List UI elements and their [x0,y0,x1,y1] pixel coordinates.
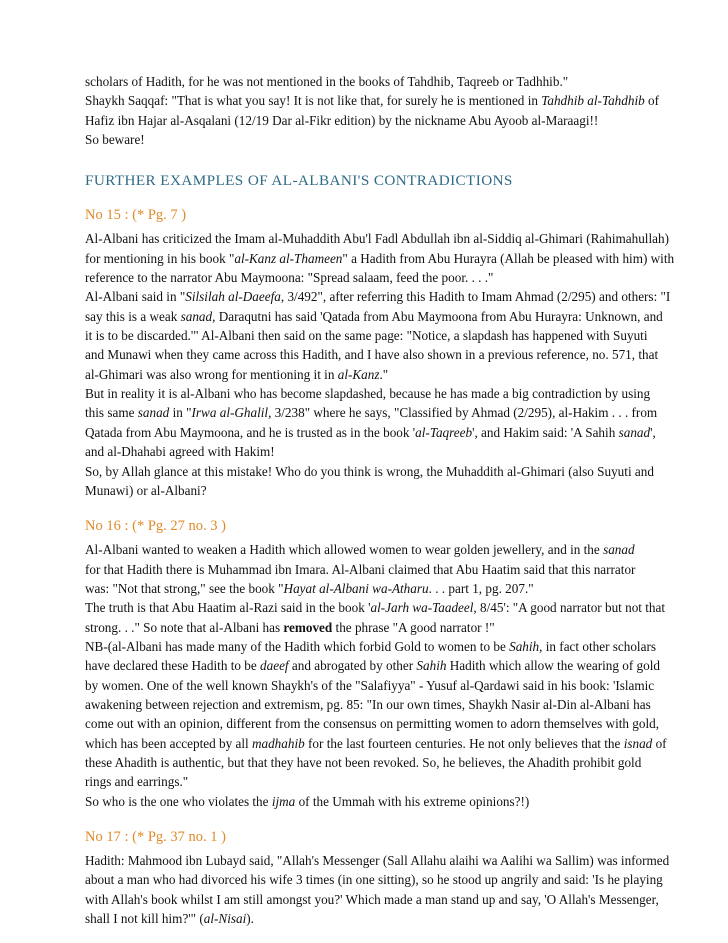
text-line: So beware! [85,132,145,148]
text-line: awakening between rejection and extremism, pg. 85: "In our own times, Shaykh Nasir al-Din al-Albani has [85,696,651,712]
entries [85,204,675,928]
italic-term: Irwa al-Ghalil [191,405,269,421]
italic-term: al-Nisai [203,911,247,927]
text-line: al-Ghimari was also wrong for mentioning it in al-Kanz." [85,366,389,382]
text-line: Hafiz ibn Hajar al-Asqalani (12/19 Dar al-Fikr edition) by the nickname Abu Ayoob al-Maraagi!! [85,112,599,128]
entry-heading: No 17 : (* Pg. 37 no. 1 ) [85,829,226,845]
text-line: about a man who had divorced his wife 3 times (in one sitting), so he stood up angrily and said: 'Is he playing [85,872,663,888]
italic-term: isnad [623,735,653,751]
italic-term: ijma [271,793,296,809]
italic-term: Tahdhib al-Tahdhib [541,93,645,109]
italic-term: daeef [260,658,289,674]
italic-term: Sahih [416,658,447,674]
intro-paragraph [85,72,660,149]
text-line: shall I not kill him?'" (al-Nisai). [85,911,254,927]
text-line: Qatada from Abu Maymoona, and he is trusted as in the book 'al-Taqreeb', and Hakim said: 'A Sahih sanad', [85,424,656,440]
entry-heading: No 16 : (* Pg. 27 no. 3 ) [85,518,226,535]
text-line: which has been accepted by all madhahib for the last fourteen centuries. He not only believes that the isnad of [85,735,667,751]
italic-term: al-Kanz al-Thameen [234,250,343,266]
text-line: Al-Albani wanted to weaken a Hadith which allowed women to wear golden jewellery, and in the sanad [85,542,635,558]
text-line: it is to be discarded.'" Al-Albani then said on the same page: "Notice, a slapdash has happened with Suyuti [85,328,648,344]
text-line: by women. One of the well known Shaykh's of the "Salafiyya" - Yusuf al-Qardawi said in his book: 'Islamic [85,677,655,693]
text-line: Munawi) or al-Albani? [85,482,207,498]
italic-term: sanad [603,542,635,558]
italic-term: al-Kanz [337,366,380,382]
italic-term: sanad [137,405,170,421]
text-line: rings and earrings." [85,774,189,790]
text-line: Al-Albani has criticized the Imam al-Muhaddith Abu'l Fadl Abdullah ibn al-Siddiq al-Ghimari (Rahimahullah) [85,231,669,247]
entry [85,515,667,826]
text-line: this same sanad in "Irwa al-Ghalil, 3/238" where he says, "Classified by Ahmad (2/295), al-Hakim . . . from [85,405,658,421]
text-line: have declared these Hadith to be daeef and abrogated by other Sahih Hadith which allow the wearing of gold [85,658,660,674]
text-line: Al-Albani said in "Silsilah al-Daeefa, 3/492", after referring this Hadith to Imam Ahmad (2/295) and others: "I [85,289,671,305]
text-line: The truth is that Abu Haatim al-Razi said in the book 'al-Jarh wa-Taadeel, 8/45': "A good narrator but not that [85,600,666,616]
text-line: strong. . ." So note that al-Albani has removed the phrase "A good narrator !" [85,619,495,635]
entry [85,204,675,515]
text-line: scholars of Hadith, for he was not mentioned in the books of Tahdhib, Taqreeb or Tadhhib." [85,74,569,89]
text-line: come out with an opinion, different from the consensus on permitting women to adorn themselves with gold, [85,716,660,732]
italic-term: sanad [618,424,651,440]
italic-term: sanad [180,308,213,324]
text-line: Hadith: Mahmood ibn Lubayd said, "Allah's Messenger (Sall Allahu alaihi wa Aalihi wa Sallim) was informed [85,853,670,868]
italic-term: al-Jarh wa-Taadeel [370,600,474,616]
italic-term: madhahib [251,735,305,751]
entry-heading: No 15 : (* Pg. 7 ) [85,207,187,224]
italic-term: Silsilah al-Daeefa [185,289,281,305]
text-line: was: "Not that strong," see the book "Hayat al-Albani wa-Atharu. . . part 1, pg. 207." [85,580,534,596]
bold-term: removed [283,619,333,635]
text-line: and Munawi when they came across this Hadith, and I have also shown in a previous reference, no. 571, that [85,347,659,363]
text-line: with Allah's book whilst I am still amongst you?' Which made a man stand up and say, 'O Allah's Messenger, [85,891,659,907]
text-line: say this is a weak sanad, Daraqutni has said 'Qatada from Abu Maymoona from Abu Hurayra: Unknown, and [85,308,663,324]
italic-term: al-Taqreeb [415,424,473,440]
text-line: So, by Allah glance at this mistake! Who do you think is wrong, the Muhaddith al-Ghimari (also Suyuti and [85,463,654,479]
entry [85,826,670,928]
text-line: for mentioning in his book "al-Kanz al-Thameen" a Hadith from Abu Hurayra (Allah be pleased with him) with [85,250,675,266]
text-line: NB-(al-Albani has made many of the Hadith which forbid Gold to women to be Sahih, in fact other scholars [85,638,656,654]
text-line: for that Hadith there is Muhammad ibn Imara. Al-Albani claimed that Abu Haatim said that this narrator [85,561,636,577]
text-line: Shaykh Saqqaf: "That is what you say! It is not like that, for surely he is mentioned in Tahdhib al-Tahdhib of [85,93,660,109]
text-line: But in reality it is al-Albani who has become slapdashed, because he has made a big contradiction by using [85,386,651,402]
text-line: and al-Dhahabi agreed with Hakim! [85,444,275,460]
text-line: these Ahadith is authentic, but that they have not been revoked. So, he believes, the Ahadith prohibit gold [85,754,642,770]
italic-term: Sahih [509,638,540,654]
document-page [85,72,675,928]
section-title: FURTHER EXAMPLES OF AL-ALBANI'S CONTRADICTIONS [85,172,513,190]
text-line: reference to the narrator Abu Maymoona: "Spread salaam, feed the poor. . . ." [85,270,494,286]
text-line: So who is the one who violates the ijma of the Ummah with his extreme opinions?!) [85,793,530,809]
italic-term: Hayat al-Albani wa-Atharu [283,580,429,596]
